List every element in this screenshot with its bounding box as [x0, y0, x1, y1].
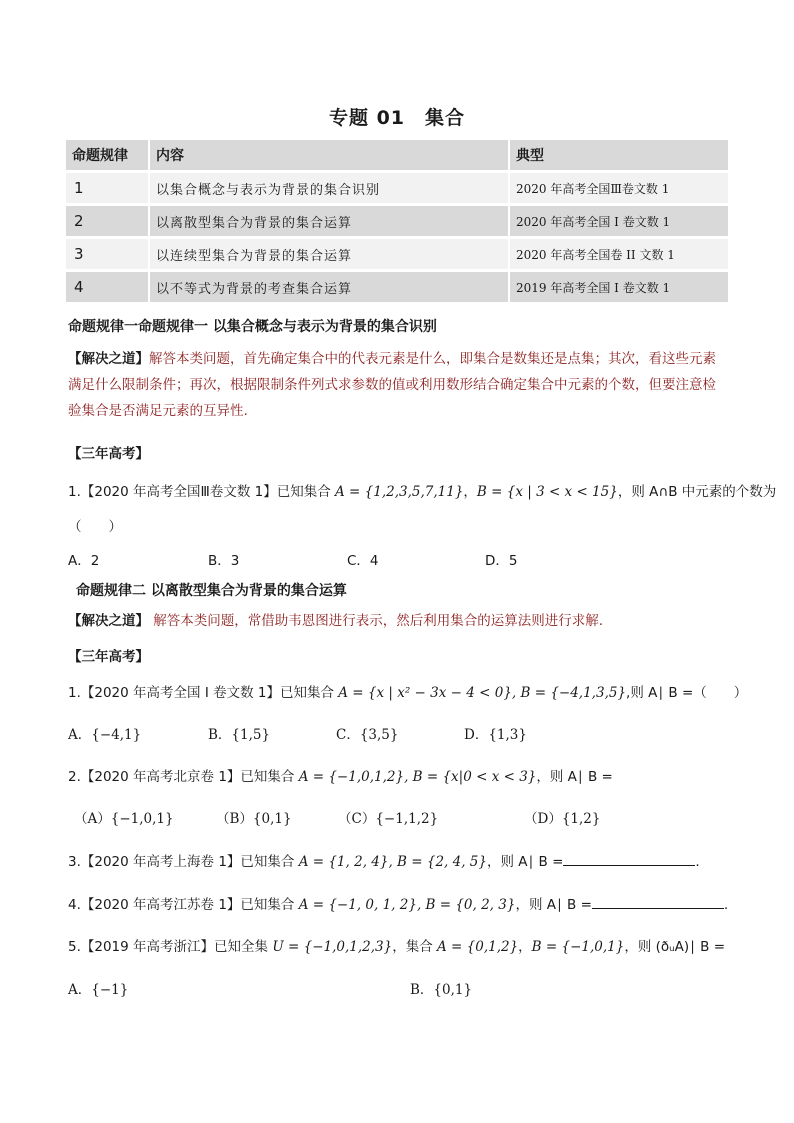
option-a: A．{−4,1}	[68, 727, 142, 743]
q-paren: （ ）	[68, 519, 122, 535]
option-b: （B）{0,1}	[216, 811, 292, 827]
section2-three-years: 【三年高考】	[68, 649, 149, 665]
table-cell-content: 以连续型集合为背景的集合运算	[150, 239, 508, 269]
table-cell-num: 1	[66, 173, 148, 203]
option-c: C．{3,5}	[336, 727, 399, 743]
q-prefix: 2.【2020 年高考北京卷 1】已知集合	[68, 769, 299, 785]
table-cell-num: 2	[66, 206, 148, 236]
table-header-cell: 内容	[150, 140, 508, 170]
rules-table	[64, 137, 730, 305]
section2-heading: 命题规律二 以离散型集合为背景的集合运算	[76, 583, 347, 599]
option-c: （C）{−1,1,2}	[338, 811, 439, 827]
q-math: A = {1,2,3,5,7,11}	[335, 484, 464, 500]
section2-solution	[68, 608, 724, 634]
option-c: C．4	[347, 553, 379, 569]
q-suffix: ，则 (ðᵤA)∣ B =	[624, 939, 726, 955]
table-cell-source: 2020 年高考全国卷 II 文数 1	[510, 239, 728, 269]
q-mid: ，集合	[392, 939, 437, 955]
option-a: A．{−1}	[68, 982, 129, 998]
answer-blank	[563, 851, 695, 866]
table-header-cell: 典型	[510, 140, 728, 170]
section1-three-years: 【三年高考】	[68, 446, 149, 462]
q-suffix: ，则 A∣ B =	[486, 854, 564, 870]
q-suffix: ，则 A∣ B =	[536, 769, 613, 785]
q-math: B = {x | 3 < x < 15}	[476, 484, 618, 500]
s2-question-5	[68, 935, 725, 955]
s1-question-1	[68, 480, 776, 500]
table-cell-num: 4	[66, 272, 148, 302]
table-cell-content: 以不等式为背景的考查集合运算	[150, 272, 508, 302]
table-row	[66, 272, 728, 302]
table-cell-content: 以离散型集合为背景的集合运算	[150, 206, 508, 236]
option-d: D．5	[485, 553, 518, 569]
s2-question-3	[68, 850, 700, 870]
q-math: A = {0,1,2}	[437, 939, 519, 955]
table-header-cell: 命题规律	[66, 140, 148, 170]
q-prefix: 3.【2020 年高考上海卷 1】已知集合	[68, 854, 299, 870]
q-math: A = {x | x² − 3x − 4 < 0}, B = {−4,1,3,5}	[338, 685, 627, 701]
solution-tag: 【解决之道】	[68, 613, 149, 629]
solution-text: 解答本类问题，常借助韦恩图进行表示，然后利用集合的运算法则进行求解.	[149, 613, 604, 629]
table-cell-source: 2020 年高考全国 I 卷文数 1	[510, 206, 728, 236]
q-prefix: 4.【2020 年高考江苏卷 1】已知集合	[68, 897, 299, 913]
q-suffix: ，则 A∣ B =	[515, 897, 592, 913]
q-math: B = {−1,0,1}	[531, 939, 625, 955]
q-suffix: ，则 A∩B 中元素的个数为	[617, 484, 777, 500]
page-title: 专题 01 集合	[328, 107, 466, 129]
q-prefix: 5.【2019 年高考浙江】已知全集	[68, 939, 273, 955]
table-row	[66, 239, 728, 269]
q-math: A = {1, 2, 4}, B = {2, 4, 5}	[298, 854, 487, 870]
s2-question-2	[68, 765, 613, 785]
q-prefix: 1.【2020 年高考全国 I 卷文数 1】已知集合	[68, 685, 339, 701]
q-sep: ，	[518, 939, 532, 955]
option-a: A．2	[68, 553, 100, 569]
q-end: .	[723, 897, 729, 913]
option-d: （D）{1,2}	[524, 811, 601, 827]
q-suffix: ,则 A∣ B =（ ）	[626, 685, 748, 701]
option-d: D．{1,3}	[464, 727, 527, 743]
table-cell-source: 2019 年高考全国 I 卷文数 1	[510, 272, 728, 302]
q-sep: ，	[463, 484, 477, 500]
table-row	[66, 206, 728, 236]
solution-tag: 【解决之道】	[68, 351, 149, 367]
solution-text: 解答本类问题，首先确定集合中的代表元素是什么，即集合是数集还是点集；其次，看这些元素满足什么限制条件；再次，根据限制条件列式求参数的值或利用数形结合确定集合中元素的个数，但要注意检验集合是否满足元素的互异性.	[68, 351, 716, 419]
s2-question-1	[68, 681, 747, 701]
answer-blank	[592, 894, 724, 909]
table-cell-content: 以集合概念与表示为背景的集合识别	[150, 173, 508, 203]
q-math: A = {−1, 0, 1, 2}, B = {0, 2, 3}	[298, 897, 516, 913]
table-cell-num: 3	[66, 239, 148, 269]
option-b: B．3	[208, 553, 240, 569]
option-b: B．{1,5}	[208, 727, 271, 743]
table-header-row	[66, 140, 728, 170]
q-end: .	[695, 854, 700, 870]
section1-heading: 命题规律一命题规律一 以集合概念与表示为背景的集合识别	[68, 319, 437, 335]
q-math: A = {−1,0,1,2}, B = {x|0 < x < 3}	[298, 769, 537, 785]
option-b: B．{0,1}	[410, 982, 473, 998]
s2-question-4	[68, 893, 728, 913]
q-prefix: 1.【2020 年高考全国Ⅲ卷文数 1】已知集合	[68, 484, 336, 500]
table-cell-source: 2020 年高考全国Ⅲ卷文数 1	[510, 173, 728, 203]
q-math: U = {−1,0,1,2,3}	[272, 939, 393, 955]
section1-solution	[68, 346, 724, 424]
table-row	[66, 173, 728, 203]
option-a: （A）{−1,0,1}	[74, 811, 174, 827]
